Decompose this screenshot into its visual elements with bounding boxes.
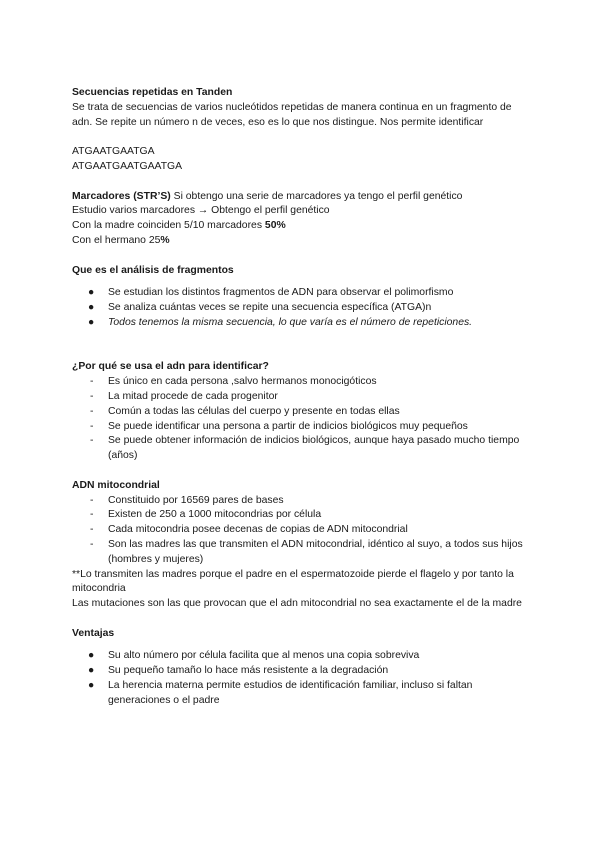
fragment-analysis-list <box>72 286 534 330</box>
list-item <box>72 434 534 464</box>
tandem-paragraph: Se trata de secuencias de varios nucleótidos repetidas de manera continua en un fragmento de adn. Se repite un número n de veces, eso es lo que nos distingue. Nos permite identificar <box>72 101 512 128</box>
list-item <box>72 286 534 301</box>
section-title-why-dna: ¿Por qué se usa el adn para identificar? <box>72 361 269 373</box>
bullet-icon: ● <box>88 650 95 662</box>
list-item-text: Se analiza cuántas veces se repite una secuencia específica (ATGA)n <box>108 302 432 314</box>
list-item <box>72 664 534 679</box>
markers-line-1 <box>72 190 534 205</box>
markers-line-3-percent: 50% <box>264 220 286 232</box>
sequence-line-2: ATGAATGAATGAATGA <box>72 160 183 172</box>
dash-icon: - <box>90 435 94 447</box>
list-item-text: Constituido por 16569 pares de bases <box>108 494 284 506</box>
list-item <box>72 523 534 538</box>
list-item-text: Es único en cada persona ,salvo hermanos monocigóticos <box>108 376 377 388</box>
dash-icon: - <box>90 390 94 402</box>
dash-icon: - <box>90 376 94 388</box>
section-title-fragment-analysis: Que es el análisis de fragmentos <box>72 264 234 276</box>
document-page <box>72 86 534 709</box>
dash-icon: - <box>90 509 94 521</box>
list-item-text: Común a todas las células del cuerpo y presente en todas ellas <box>108 405 400 417</box>
mitochondrial-mutations: Las mutaciones son las que provocan que el adn mitocondrial no sea exactamente el de la madre <box>72 598 522 610</box>
markers-line-3 <box>72 219 534 234</box>
section-title-tandem: Secuencias repetidas en Tanden <box>72 87 233 98</box>
list-item-text: Se puede obtener información de indicios biológicos, aunque haya pasado mucho tiempo (años) <box>108 435 520 462</box>
section-title-mitochondrial-dna: ADN mitocondrial <box>72 479 160 491</box>
dash-icon: - <box>90 494 94 506</box>
list-item-text: Su pequeño tamaño lo hace más resistente a la degradación <box>108 665 389 677</box>
list-item <box>72 649 534 664</box>
markers-line-4-text: Con el hermano 25 <box>72 234 161 246</box>
list-item-text: Se puede identificar una persona a partir de indicios biológicos muy pequeños <box>108 420 468 432</box>
markers-line-4 <box>72 234 534 249</box>
markers-title-rest: Si obtengo una serie de marcadores ya tengo el perfil genético <box>170 190 463 202</box>
sequence-line-1: ATGAATGAATGA <box>72 146 155 158</box>
bullet-icon: ● <box>88 665 95 677</box>
list-item-text: Todos tenemos la misma secuencia, lo que varía es el número de repeticiones. <box>108 316 473 328</box>
bullet-icon: ● <box>88 316 95 328</box>
list-item <box>72 301 534 316</box>
dash-icon: - <box>90 538 94 550</box>
list-item <box>72 420 534 435</box>
list-item <box>72 538 534 568</box>
list-item <box>72 679 534 709</box>
list-item-text: Se estudian los distintos fragmentos de ADN para observar el polimorfismo <box>108 287 454 299</box>
dash-icon: - <box>90 420 94 432</box>
list-item <box>72 494 534 509</box>
bullet-icon: ● <box>88 302 95 314</box>
bullet-icon: ● <box>88 680 95 692</box>
list-item <box>72 316 534 331</box>
advantages-list <box>72 649 534 708</box>
list-item-text: Son las madres las que transmiten el ADN mitocondrial, idéntico al suyo, a todos sus hijos (hombres y mujeres) <box>108 538 523 565</box>
why-dna-list <box>72 375 534 464</box>
markers-title: Marcadores (STR’S) <box>72 190 171 202</box>
list-item-text: Cada mitocondria posee decenas de copias de ADN mitocondrial <box>108 524 408 536</box>
list-item <box>72 405 534 420</box>
list-item-text: La mitad procede de cada progenitor <box>108 390 278 402</box>
list-item <box>72 508 534 523</box>
dash-icon: - <box>90 405 94 417</box>
list-item-text: Su alto número por célula facilita que al menos una copia sobreviva <box>108 650 420 662</box>
dash-icon: - <box>90 524 94 536</box>
list-item <box>72 390 534 405</box>
mitochondrial-note: **Lo transmiten las madres porque el padre en el espermatozoide pierde el flagelo y por tanto la mitocondria <box>72 568 514 595</box>
section-title-advantages: Ventajas <box>72 627 115 639</box>
list-item-text: La herencia materna permite estudios de identificación familiar, incluso si faltan generaciones o el padre <box>108 680 473 706</box>
list-item-text: Existen de 250 a 1000 mitocondrias por célula <box>108 509 322 521</box>
mitochondrial-list <box>72 494 534 568</box>
markers-line-3-text: Con la madre coinciden 5/10 marcadores <box>72 220 265 232</box>
markers-line-2: Estudio varios marcadores → Obtengo el perfil genético <box>72 205 330 217</box>
bullet-icon: ● <box>88 287 95 299</box>
list-item <box>72 375 534 390</box>
markers-line-4-percent: % <box>160 234 170 246</box>
